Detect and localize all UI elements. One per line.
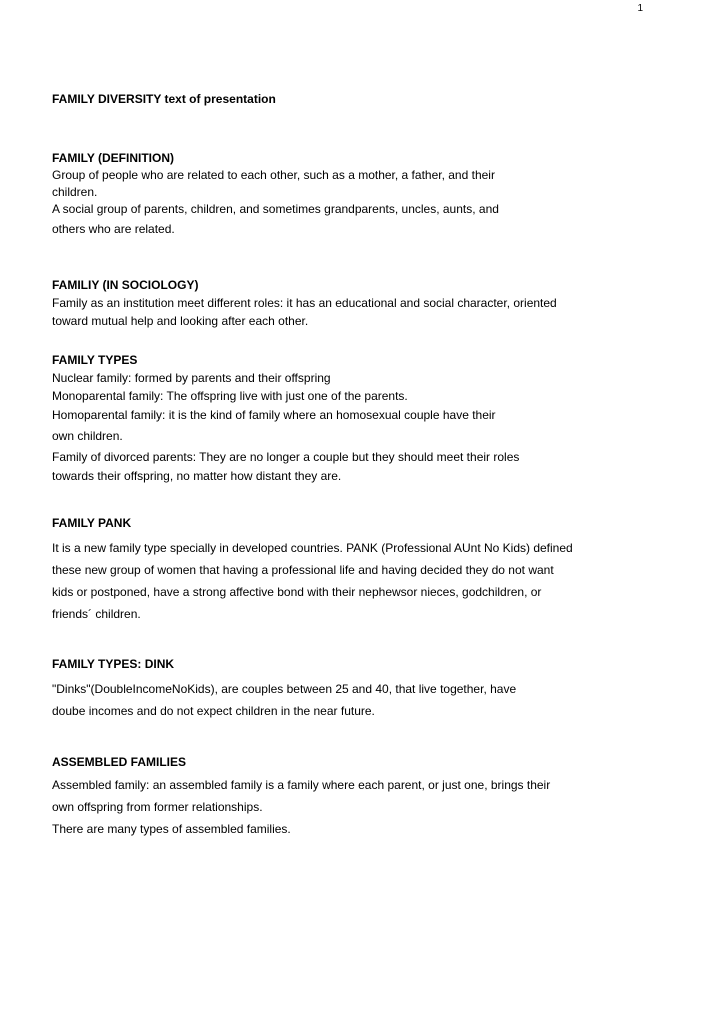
paragraph-line: A social group of parents, children, and sometimes grandparents, uncles, aunts, and [52,202,499,216]
paragraph-line: Group of people who are related to each other, such as a mother, a father, and their [52,168,495,182]
section-heading: ASSEMBLED FAMILIES [52,755,187,769]
section-family-pank [52,515,642,625]
paragraph-line: kids or postponed, have a strong affective bond with their nephewsor nieces, godchildren, or [52,585,542,599]
paragraph-line: these new group of women that having a professional life and having decided they do not want [52,563,554,577]
section-assembled-families [52,754,642,840]
paragraph-line: others who are related. [52,222,175,236]
paragraph-line: Homoparental family: it is the kind of family where an homosexual couple have their [52,408,496,422]
paragraph-line: toward mutual help and looking after each other. [52,314,309,328]
section-heading: FAMILY PANK [52,516,132,530]
section-heading: FAMILY (DEFINITION) [52,151,175,165]
paragraph-line: towards their offspring, no matter how distant they are. [52,469,342,483]
paragraph-line: own offspring from former relationships. [52,800,263,814]
section-heading: FAMILY TYPES: DINK [52,657,175,671]
paragraph-line: Assembled family: an assembled family is a family where each parent, or just one, brings their [52,778,551,792]
section-family-dink [52,656,642,722]
paragraph-line: Monoparental family: The offspring live with just one of the parents. [52,389,408,403]
paragraph-line: doube incomes and do not expect children in the near future. [52,704,375,718]
paragraph-line: "Dinks"(DoubleIncomeNoKids), are couples between 25 and 40, that live together, have [52,682,517,696]
paragraph-line: There are many types of assembled families. [52,822,291,836]
document-title: FAMILY DIVERSITY text of presentation [52,92,276,106]
page-number: 1 [637,3,643,14]
paragraph-line: children. [52,185,98,199]
section-heading: FAMILIY (IN SOCIOLOGY) [52,278,199,292]
paragraph-line: Family of divorced parents: They are no longer a couple but they should meet their roles [52,450,520,464]
paragraph-line: Nuclear family: formed by parents and their offspring [52,371,331,385]
section-family-types [52,352,642,485]
paragraph-line: Family as an institution meet different roles: it has an educational and social character, oriented [52,296,557,310]
section-heading: FAMILY TYPES [52,353,138,367]
section-family-definition [52,150,642,240]
paragraph-line: It is a new family type specially in developed countries. PANK (Professional AUnt No Kids) defined [52,541,573,555]
section-family-sociology [52,277,642,330]
paragraph-line: friends´ children. [52,607,141,621]
paragraph-line: own children. [52,429,123,443]
